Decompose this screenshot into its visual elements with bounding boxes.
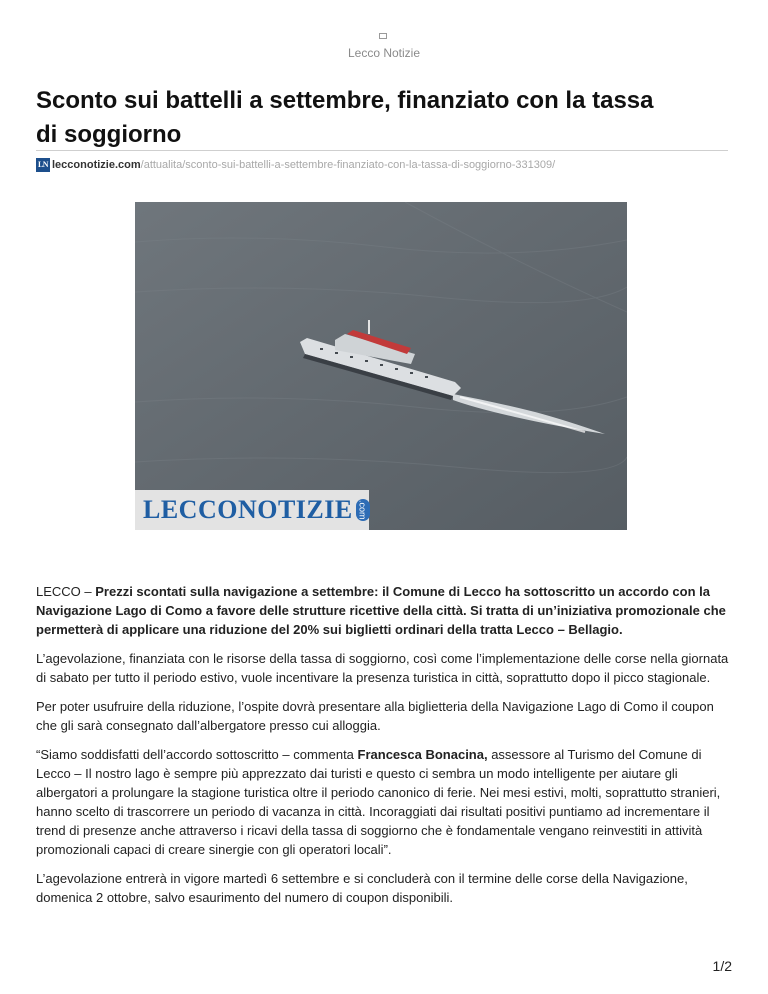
title-divider (36, 150, 728, 151)
paragraph-5: L’agevolazione entrerà in vigore martedì 6 settembre e si concluderà con il termine delle corse della Navigazione, domenica 2 ottobre, salvo esaurimento del numero di coupon disponibili. (36, 871, 688, 905)
url-domain: lecconotizie.com (52, 159, 141, 171)
quoted-person-name: Francesca Bonacina, (357, 747, 488, 762)
paragraph-1-highlight: Prezzi scontati sulla navigazione a settembre: il Comune di Lecco ha sottoscritto un accordo con la Navigazione Lago di Como a favore delle strutture ricettive della città. Si tratta di un’iniziativa promozionale che permetterà di applicare una riduzione del 20% sui biglietti ordinari della tratta Lecco – Bellagio. (36, 584, 726, 637)
site-logo-icon (379, 33, 387, 39)
paragraph-3: Per poter usufruire della riduzione, l’ospite dovrà presentare alla biglietteria della Navigazione Lago di Como il coupon che gli sarà consegnato dall’albergatore presso cui alloggia. (36, 699, 714, 733)
source-url[interactable] (36, 158, 555, 172)
ferry-on-lake-image (135, 202, 627, 530)
url-path: /attualita/sconto-sui-battelli-a-settembre-finanziato-con-la-tassa-di-soggiorno-331309/ (140, 159, 556, 171)
paragraph-1: LECCO – Prezzi scontati sulla navigazione a settembre: il Comune di Lecco ha sottoscritto un accordo con la Navigazione Lago di Como a favore delle strutture ricettive della città. Si tratta di un’iniziativa promozionale che permetterà di applicare una riduzione del 20% sui biglietti ordinari della tratta Lecco – Bellagio. (36, 584, 726, 637)
watermark-suffix: .com (357, 500, 368, 520)
page-indicator: 1/2 (712, 958, 732, 974)
article-photo (135, 202, 627, 530)
paragraph-4: “Siamo soddisfatti dell’accordo sottoscritto – commenta Francesca Bonacina, assessore al Turismo del Comune di Lecco – Il nostro lago è sempre più apprezzato dai turisti e questo ci sembra un modo intelligente per aiutare gli albergatori a prolungare la stagione turistica oltre il periodo canonico di ferie. Nei mesi estivi, molti, soprattutto stranieri, hanno scelto di trascorrere un periodo di vacanza in città. Incoraggiati dai risultati positivi puntiamo ad incrementare il trend di presenze anche attraverso i ricavi della tassa di soggiorno che è fondamentale vengano reinvestiti in attività promozionali capaci di creare sinergie con gli operatori locali”. (36, 747, 721, 857)
lecconotizie-watermark (135, 490, 369, 530)
article-body (36, 582, 730, 917)
paragraph-2: L’agevolazione, finanziata con le risorse della tassa di soggiorno, così come l’implementazione delle corse nella giornata di sabato per tutto il periodo estivo, vuole incentivare la presenza turistica in città, soprattutto dopo il picco stagionale. (36, 651, 729, 685)
lecconotizie-favicon-icon: LN (36, 158, 50, 172)
article-title: Sconto sui battelli a settembre, finanziato con la tassa di soggiorno (36, 87, 654, 148)
site-name[interactable]: Lecco Notizie (347, 46, 421, 60)
watermark-text: LECCONOTIZIE (143, 495, 353, 524)
